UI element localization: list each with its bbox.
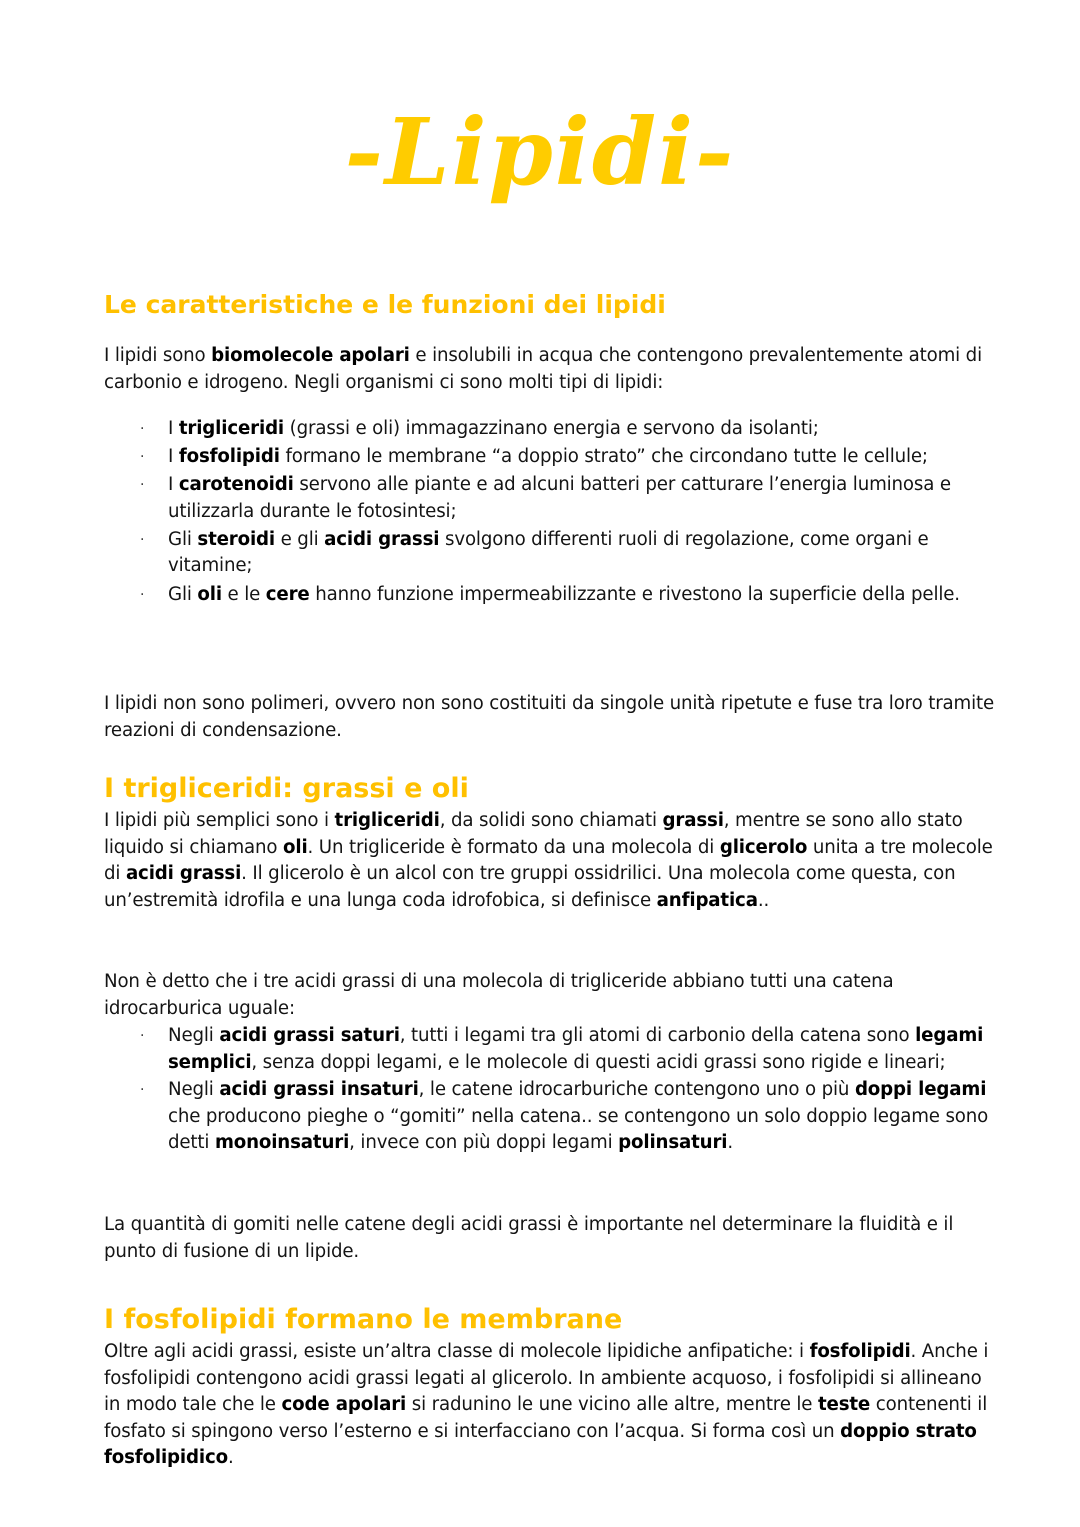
text-run: , tutti i legami tra gli atomi di carbonio della catena sono [399,1025,916,1046]
text-run: , senza doppi legami, e le molecole di questi acidi grassi sono rigide e lineari; [251,1051,946,1073]
text-run: .. [757,889,770,911]
text-run: si radunino le une vicino alle altre, mentre le [406,1394,818,1416]
text-run: , le catene idrocarburiche contengono uno o più [418,1079,855,1101]
text-run: Gli [168,528,198,550]
list-item [104,444,994,471]
text-run: I [168,474,179,496]
list-item [104,1077,994,1157]
bold-term: code apolari [281,1394,407,1416]
fatty-acids-list [104,1023,994,1158]
text-run: (grassi e oli) immagazzinano energia e servono da isolanti; [284,418,819,439]
bullet-marker: · [140,1082,145,1099]
section-heading-caratteristiche: Le caratteristiche e le funzioni dei lipidi [104,290,666,319]
text-run: Negli [168,1025,220,1046]
bold-term: fosfolipidi [809,1341,911,1362]
bold-term: carotenoidi [178,474,294,496]
paragraph-fosfolipidi [104,1339,994,1472]
bullet-marker: · [140,477,145,494]
text-run: . Il glicerolo è un alcol con tre gruppi ossidrilici. Una molecola come questa, con un’estremità idrofila e una lunga coda idrofobica, si definisce [104,863,956,911]
text-run: , da solidi sono chiamati [439,810,663,831]
bold-term: doppi legami [854,1079,987,1101]
section-heading-fosfolipidi: I fosfolipidi formano le membrane [104,1304,623,1335]
text-run: e le [221,583,266,605]
paragraph-gomiti: La quantità di gomiti nelle catene degli acidi grassi è importante nel determinare la fluidità e il punto di fusione di un lipide. [104,1214,954,1262]
bold-term: cere [265,583,310,605]
bold-term: legami semplici [168,1025,984,1073]
section-heading-trigliceridi: I trigliceridi: grassi e oli [104,773,469,804]
bold-term: doppio strato fosfolipidico [104,1420,977,1469]
text-run: . [227,1447,234,1469]
text-run: . Un trigliceride è formato da una molecola di [307,836,720,858]
text-run: I [168,418,179,439]
text-run: servono alle piante e ad alcuni batteri per catturare l’energia luminosa e utilizzarla durante le fotosintesi; [168,474,951,522]
text-run: . [727,1132,734,1154]
bold-term: acidi grassi insaturi [219,1079,419,1101]
bullet-marker: · [140,449,145,466]
bold-term: anfipatica [656,889,758,911]
paragraph-intro [104,343,994,396]
bold-term: grassi [662,810,724,831]
text-run: Gli [168,583,198,605]
text-run: , invece con più doppi legami [349,1132,619,1154]
bold-term: acidi grassi [324,528,440,550]
bold-term: fosfolipidi [178,446,280,468]
bold-term: oli [197,583,222,605]
text-run: I [168,446,179,468]
lipid-types-list [104,416,994,610]
text-run: Negli [168,1079,220,1101]
text-run: . Anche i fosfolipidi contengono acidi grassi legati al glicerolo. In ambiente acquoso, i fosfolipidi si allineano in modo tale che le [104,1341,989,1416]
text-run: I lipidi più semplici sono i [104,810,335,831]
list-item [104,582,994,609]
bullet-marker: · [140,586,145,603]
bold-term: acidi grassi [125,863,242,885]
bold-term: trigliceridi [334,810,440,831]
list-item [104,527,994,580]
text-run: e insolubili in acqua che contengono prevalentemente atomi di carbonio e idrogeno. Negli organismi ci sono molti tipi di lipidi: [104,345,982,393]
list-item [104,1023,994,1076]
bold-term: trigliceridi [178,418,285,439]
bold-term: steroidi [197,528,275,550]
text-run: , mentre se sono allo stato liquido si chiamano [104,810,963,858]
paragraph-catena: Non è detto che i tre acidi grassi di una molecola di trigliceride abbiano tutti una catena idrocarburica uguale: [104,971,894,1019]
text-run: Oltre agli acidi grassi, esiste un’altra classe di molecole lipidiche anfipatiche: i [104,1341,810,1362]
bullet-marker: · [140,531,145,548]
text-run: e gli [275,528,325,550]
text-run: contenenti il fosfato si spingono verso l’esterno e si interfacciano con l’acqua. Si forma così un [104,1394,988,1442]
text-run: svolgono differenti ruoli di regolazione, come organi e vitamine; [168,528,929,577]
list-item [104,416,994,443]
bold-term: glicerolo [719,836,808,858]
bold-term: polinsaturi [618,1132,728,1154]
paragraph-polimeri: I lipidi non sono polimeri, ovvero non sono costituiti da singole unità ripetute e fuse tra loro tramite reazioni di condensazione. [104,693,995,741]
paragraph-trigliceridi [104,808,994,914]
bold-term: monoinsaturi [214,1132,350,1154]
bold-term: teste [817,1394,871,1416]
text-run: I lipidi sono [104,345,212,366]
text-run: unita a tre molecole di [104,836,993,885]
bullet-marker: · [140,1028,145,1044]
text-run: hanno funzione impermeabilizzante e rivestono la superficie della pelle. [309,583,960,605]
bold-term: acidi grassi saturi [219,1025,400,1046]
text-run: che producono pieghe o “gomiti” nella catena.. se contengono un solo doppio legame sono detti [168,1105,989,1154]
bold-term: oli [283,836,308,858]
bullet-marker: · [140,421,145,437]
bold-term: biomolecole apolari [211,345,410,366]
text-run: formano le membrane “a doppio strato” che circondano tutte le cellule; [279,446,928,468]
list-item [104,472,994,525]
page-title: -Lipidi- [344,98,736,206]
